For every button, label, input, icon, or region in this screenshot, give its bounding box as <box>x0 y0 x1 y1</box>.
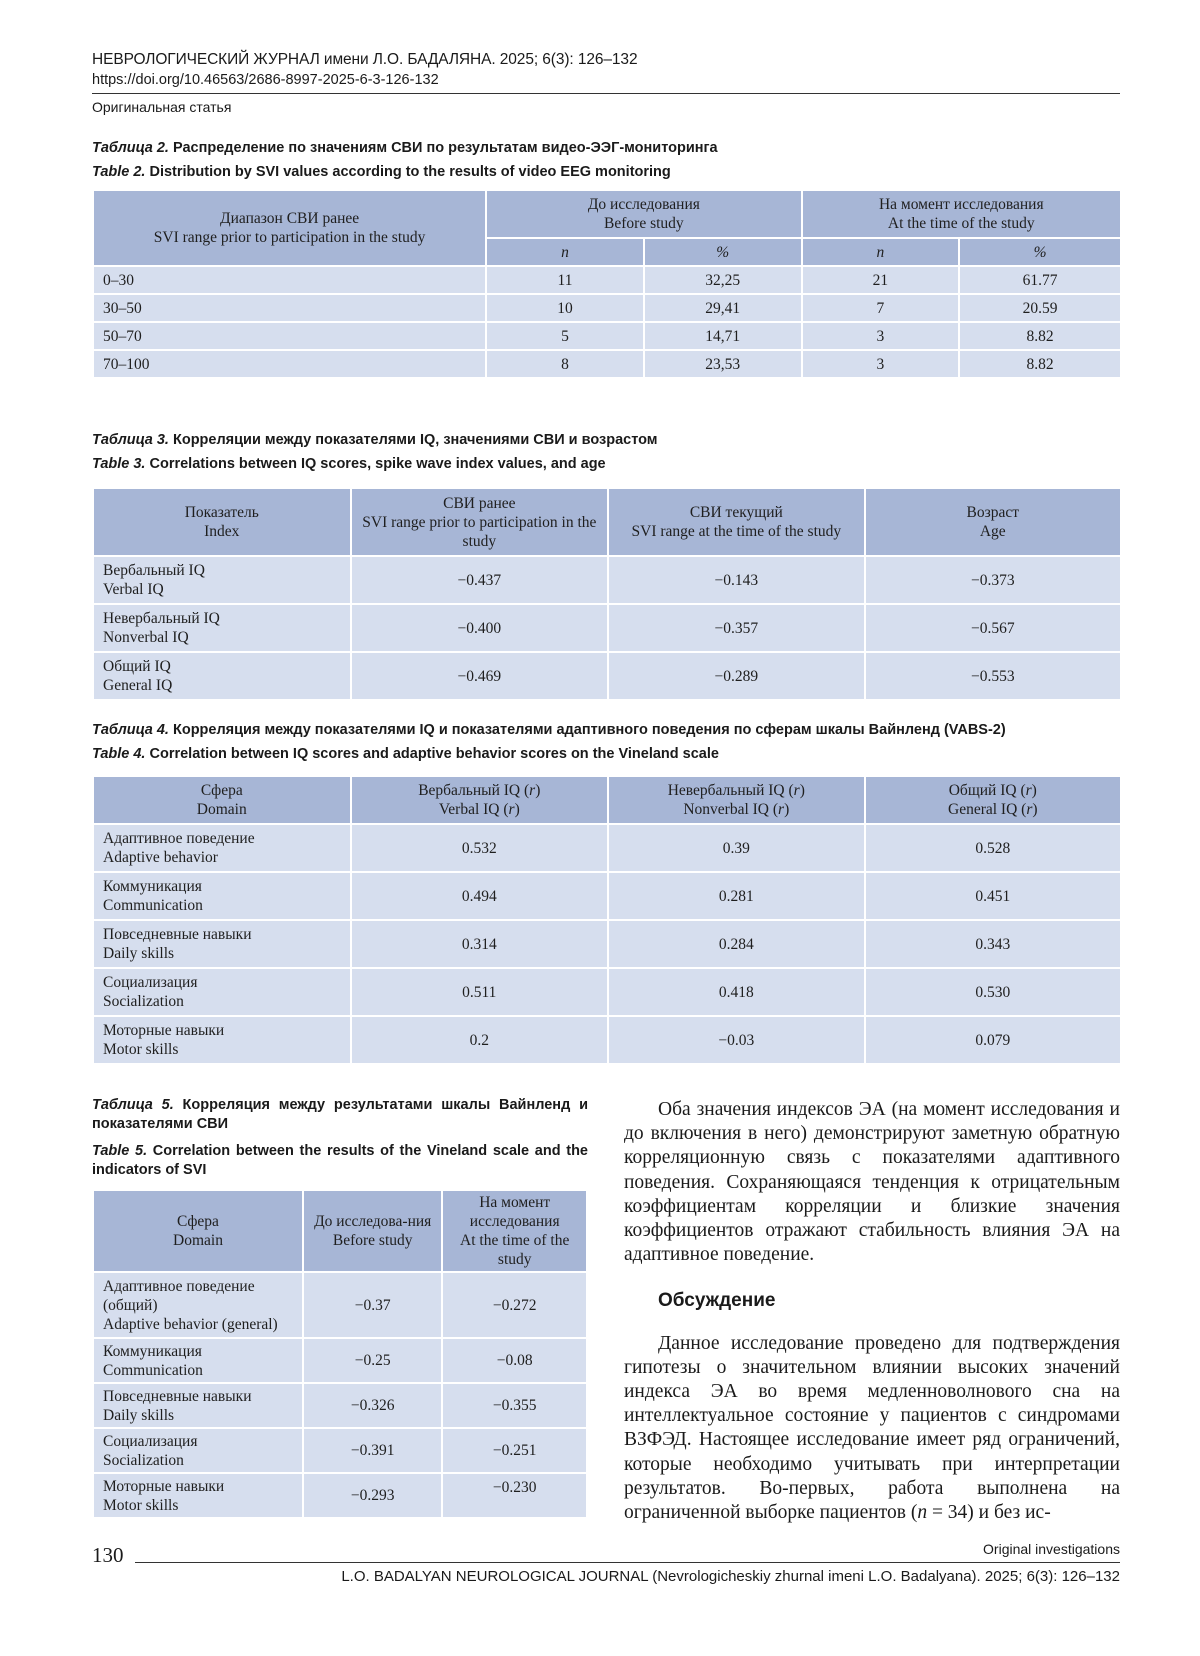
table2-header-pct: % <box>959 238 1121 266</box>
table4-header-general: Общий IQ (r) General IQ (r) <box>865 776 1121 824</box>
table5-header-domain: Сфера Domain <box>93 1190 303 1272</box>
table2-header-n: n <box>486 238 644 266</box>
caption-text: Распределение по значениям СВИ по результатам видео-ЭЭГ-мониторинга <box>168 140 718 156</box>
caption-label: Table 3. <box>92 456 146 472</box>
table4-header-domain: Сфера Domain <box>93 776 351 824</box>
table-row: Адаптивное поведение Adaptive behavior 0.532 0.39 0.528 <box>93 824 1121 872</box>
footer-rule <box>135 1562 1120 1563</box>
page-header <box>92 50 1120 118</box>
table3-header-prior: СВИ ранее SVI range prior to participation in the study <box>351 488 609 556</box>
table-row: Коммуникация Communication −0.25 −0.08 <box>93 1338 587 1383</box>
table-row: Моторные навыки Motor skills −0.293 −0.230 <box>93 1473 587 1518</box>
table-row: Повседневные навыки Daily skills 0.314 0.284 0.343 <box>93 920 1121 968</box>
table-row: 70–100 8 23,53 3 8.82 <box>93 350 1121 378</box>
table4-header-nonverbal: Невербальный IQ (r) Nonverbal IQ (r) <box>608 776 865 824</box>
table4 <box>92 775 1122 1065</box>
table2 <box>92 189 1122 379</box>
paragraph: Данное исследование проведено для подтверждения гипотезы о значительном влиянии высоких значений индекса ЭА во время медленноволнового сна на интеллектуальное состояние у пациентов с синдромами ВЗФЭД. Настоящее исследование имеет ряд ограничений, которые необходимо учитывать при интерпретации результатов. Во-первых, работа выполнена на ограниченной выборке пациентов (n = 34) и без ис- <box>624 1332 1120 1524</box>
table-row: Вербальный IQ Verbal IQ −0.437 −0.143 −0.373 <box>93 556 1121 604</box>
caption-text: Correlation between the results of the Vineland scale and the indicators of SVI <box>92 1143 588 1178</box>
table-row: Адаптивное поведение (общий) Adaptive behavior (general) −0.37 −0.272 <box>93 1272 587 1338</box>
table5-caption-en <box>92 1142 588 1180</box>
page-number: 130 <box>92 1543 124 1567</box>
footer-section: Original investigations <box>983 1541 1120 1557</box>
caption-label: Таблица 5. <box>92 1097 174 1113</box>
caption-label: Таблица 2. <box>92 140 169 156</box>
table3 <box>92 487 1122 701</box>
table2-caption-en <box>92 160 1120 184</box>
doi-link[interactable]: https://doi.org/10.46563/2686-8997-2025-6-3-126-132 <box>92 72 439 88</box>
caption-text: Корреляция между результатами шкалы Вайнленд и показателями СВИ <box>92 1097 588 1132</box>
table3-header-age: Возраст Age <box>865 488 1121 556</box>
table2-caption-ru <box>92 136 1120 160</box>
table-row: Повседневные навыки Daily skills −0.326 −0.355 <box>93 1383 587 1428</box>
caption-text: Correlations between IQ scores, spike wave index values, and age <box>145 456 606 472</box>
table-row: Социализация Socialization 0.511 0.418 0.530 <box>93 968 1121 1016</box>
table5-header-at: На момент исследования At the time of the study <box>442 1190 587 1272</box>
caption-text: Distribution by SVI values according to the results of video EEG monitoring <box>145 164 671 180</box>
header-rule <box>92 93 1120 94</box>
table5-header-before: До исследова-ния Before study <box>303 1190 442 1272</box>
table-row: 50–70 5 14,71 3 8.82 <box>93 322 1121 350</box>
caption-text: Корреляции между показателями IQ, значениями СВИ и возрастом <box>168 432 658 448</box>
table-row: 0–30 11 32,25 21 61.77 <box>93 266 1121 294</box>
table-row: Социализация Socialization −0.391 −0.251 <box>93 1428 587 1473</box>
table-row: Коммуникация Communication 0.494 0.281 0.451 <box>93 872 1121 920</box>
table5-caption-ru <box>92 1096 588 1134</box>
paragraph: Оба значения индексов ЭА (на момент исследования и до включения в него) демонстрируют заметную обратную корреляционную связь с показателями адаптивного поведения. Сохраняющаяся тенденция к отрицательным коэффициентам корреляции и близкие значения коэффициентов отражают стабильность влияния ЭА на адаптивное поведение. <box>624 1099 1120 1266</box>
table2-header-before: До исследования Before study <box>486 190 801 238</box>
table-row: Моторные навыки Motor skills 0.2 −0.03 0.079 <box>93 1016 1121 1064</box>
table4-caption-ru <box>92 718 1120 742</box>
article-type: Оригинальная статья <box>92 99 232 115</box>
caption-label: Таблица 3. <box>92 432 169 448</box>
caption-text: Correlation between IQ scores and adaptive behavior scores on the Vineland scale <box>145 746 719 762</box>
table-row: 30–50 10 29,41 7 20.59 <box>93 294 1121 322</box>
body-text <box>624 1098 1120 1525</box>
table-row: Невербальный IQ Nonverbal IQ −0.400 −0.357 −0.567 <box>93 604 1121 652</box>
footer-journal: L.O. BADALYAN NEUROLOGICAL JOURNAL (Nevrologicheskiy zhurnal imeni L.O. Badalyana). 2025; 6(3): 126–132 <box>341 1568 1120 1585</box>
section-heading: Обсуждение <box>658 1290 776 1312</box>
caption-label: Table 2. <box>92 164 146 180</box>
table-row: Общий IQ General IQ −0.469 −0.289 −0.553 <box>93 652 1121 700</box>
table2-header-range: Диапазон СВИ ранее SVI range prior to participation in the study <box>93 190 486 266</box>
table2-header-at: На момент исследования At the time of the study <box>802 190 1121 238</box>
table2-header-pct: % <box>644 238 802 266</box>
journal-title: НЕВРОЛОГИЧЕСКИЙ ЖУРНАЛ имени Л.О. БАДАЛЯНА. 2025; 6(3): 126–132 <box>92 51 638 68</box>
table3-header-index: Показатель Index <box>93 488 351 556</box>
caption-label: Table 4. <box>92 746 146 762</box>
table4-header-verbal: Вербальный IQ (r) Verbal IQ (r) <box>351 776 608 824</box>
caption-text: Корреляция между показателями IQ и показателями адаптивного поведения по сферам шкалы Вайнленд (VABS-2) <box>168 722 1006 738</box>
caption-label: Таблица 4. <box>92 722 169 738</box>
table5 <box>92 1189 588 1519</box>
table2-header-n: n <box>802 238 960 266</box>
table3-caption-en <box>92 452 1120 476</box>
table3-header-current: СВИ текущий SVI range at the time of the study <box>608 488 864 556</box>
table3-caption-ru <box>92 428 1120 452</box>
table4-caption-en <box>92 742 1120 766</box>
caption-label: Table 5. <box>92 1143 148 1159</box>
